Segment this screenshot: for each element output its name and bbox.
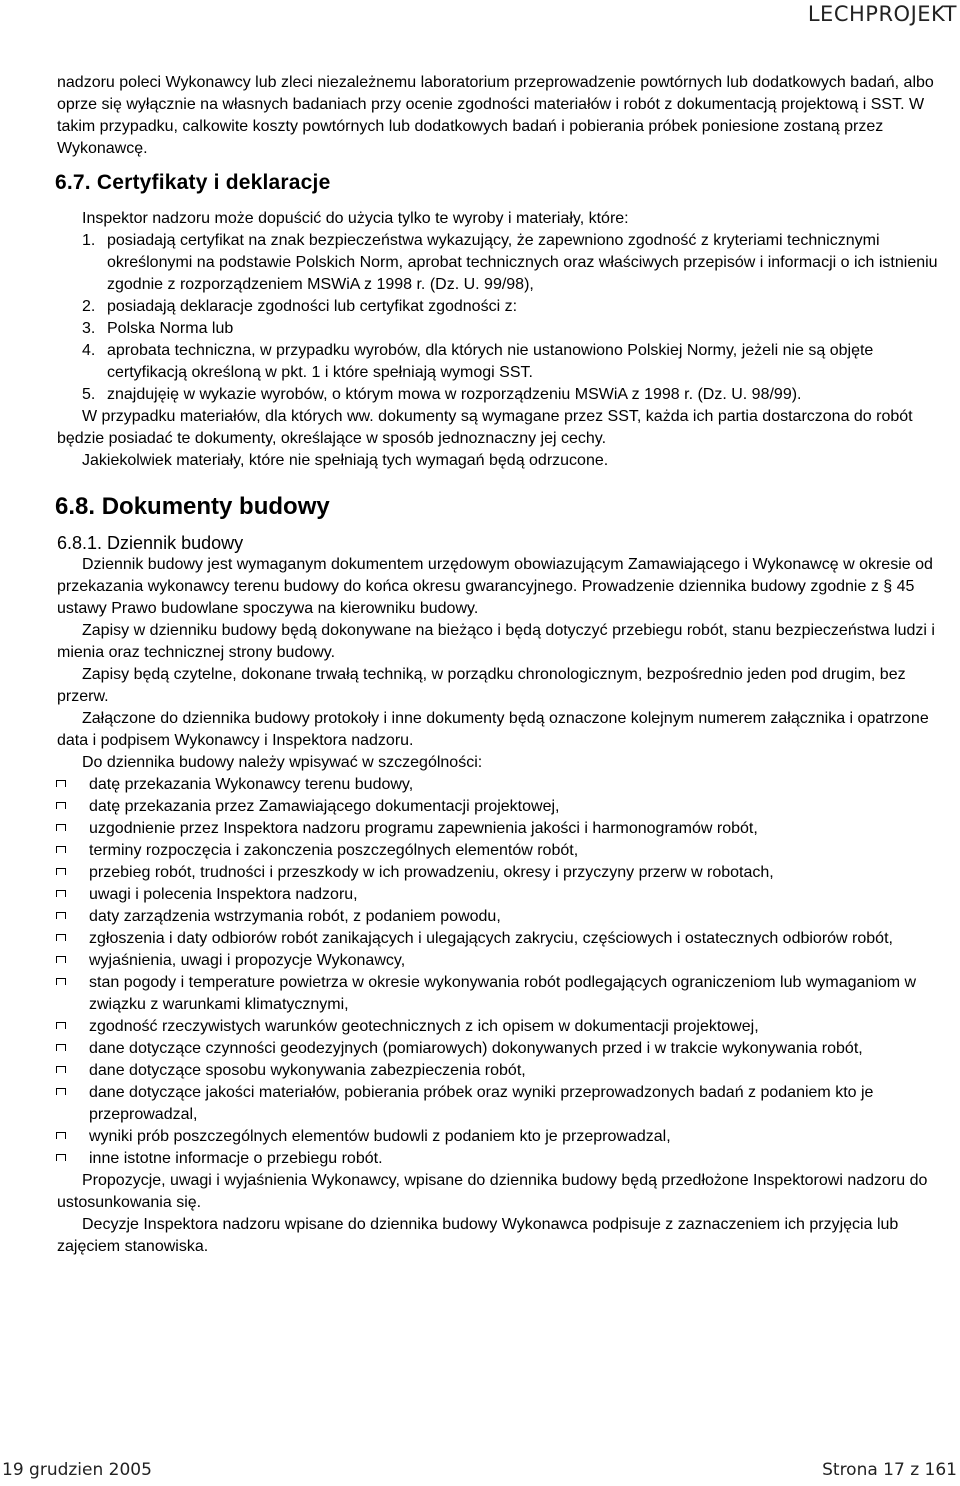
section-6-7-title: 6.7. Certyfikaty i deklaracje [55, 171, 331, 194]
list-item: 1. posiadają certyfikat na znak bezpieczeństwa wykazujący, że zapewniono zgodność z kryteriami technicznymi określonymi na podstawie Polskich Norm, aprobat technicznych oraz właściwych przepisów i informacji o ich istnieniu zgodnie z rozporządzeniem MSWiA z 1998 r. (Dz. U. 99/98), [82, 232, 938, 293]
bullet-icon [56, 824, 66, 831]
list-item: uzgodnienie przez Inspektora nadzoru programu zapewnienia jakości i harmonogramów robót, [56, 818, 952, 840]
document-body [57, 72, 952, 1258]
top-paragraph: nadzoru poleci Wykonawcy lub zleci niezależnemu laboratorium przeprowadzenie powtórnych lub dodatkowych badań, albo oprze się wyłącznie na własnych badaniach przy ocenie zgodności materiałów i robót z dokumentacją projektową i SST. W takim przypadku, calkowite koszty powtórnych lub dodatkowych badań i pobierania próbek poniesione zostaną przez Wykonawcę. [57, 74, 934, 157]
list-item: datę przekazania Wykonawcy terenu budowy, [56, 774, 952, 796]
bullet-icon [56, 1154, 66, 1161]
section-6-8-title: 6.8. Dokumenty budowy [55, 493, 330, 520]
bullet-icon [56, 846, 66, 853]
bullet-icon [56, 1066, 66, 1073]
paragraph: Decyzje Inspektora nadzoru wpisane do dziennika budowy Wykonawca podpisuje z zaznaczeniem ich przyjęcia lub zajęciem stanowiska. [57, 1216, 899, 1255]
list-item: zgodność rzeczywistych warunków geotechnicznych z ich opisem w dokumentacji projektowej, [56, 1016, 952, 1038]
bullet-icon [56, 956, 66, 963]
list-item: stan pogody i temperature powietrza w okresie wykonywania robót podlegających ograniczeniom lub wymaganiom w związku z warunkami klimatycznymi, [56, 972, 952, 1016]
footer-date: 19 grudzien 2005 [2, 1460, 152, 1480]
footer-page-number: Strona 17 z 161 [822, 1460, 957, 1480]
list-item: dane dotyczące jakości materiałów, pobierania próbek oraz wyniki przeprowadzonych badań z podaniem kto je przeprowadzal, [56, 1082, 952, 1126]
header-brand: LECHPROJEKT [807, 2, 957, 26]
paragraph: Zapisy w dzienniku budowy będą dokonywane na bieżąco i będą dotyczyć przebiegu robót, stanu bezpieczeństwa ludzi i mienia oraz technicznej strony budowy. [57, 622, 935, 661]
paragraph: Propozycje, uwagi i wyjaśnienia Wykonawcy, wpisane do dziennika budowy będą przedłożone Inspektorowi nadzoru do ustosunkowania się. [57, 1172, 928, 1211]
list-item: inne istotne informacje o przebiegu robót. [56, 1148, 952, 1170]
section-6-7-after-2: Jakiekolwiek materiały, które nie spełniają tych wymagań będą odrzucone. [82, 452, 609, 469]
diary-entries-list [57, 774, 952, 1170]
list-item: uwagi i polecenia Inspektora nadzoru, [56, 884, 952, 906]
list-item: 2. posiadają deklaracje zgodności lub certyfikat zgodności z: [82, 298, 518, 315]
bullet-icon [56, 1132, 66, 1139]
list-item: 5. znajdujęię w wykazie wyrobów, o którym mowa w rozporządzeniu MSWiA z 1998 r. (Dz. U. 98/99). [82, 386, 802, 403]
list-item: wyniki prób poszczególnych elementów budowli z podaniem kto je przeprowadzal, [56, 1126, 952, 1148]
bullet-icon [56, 978, 66, 985]
list-item: datę przekazania przez Zamawiającego dokumentacji projektowej, [56, 796, 952, 818]
bullet-icon [56, 1022, 66, 1029]
certificate-conditions-list [82, 230, 952, 406]
paragraph: Zapisy będą czytelne, dokonane trwałą techniką, w porządku chronologicznym, bezpośrednio jeden pod drugim, bez przerw. [57, 666, 906, 705]
list-item: terminy rozpoczęcia i zakonczenia poszczególnych elementów robót, [56, 840, 952, 862]
section-6-7-body [57, 208, 952, 406]
bullet-icon [56, 912, 66, 919]
list-item: wyjaśnienia, uwagi i propozycje Wykonawcy, [56, 950, 952, 972]
section-6-8-1-title: 6.8.1. Dziennik budowy [57, 533, 244, 553]
section-6-7-after-1: W przypadku materiałów, dla których ww. dokumenty są wymagane przez SST, każda ich partia dostarczona do robót będzie posiadać te dokumenty, określające w sposób jednoznaczny jej cechy. [57, 408, 913, 447]
page-footer [2, 1460, 957, 1480]
bullet-icon [56, 1044, 66, 1051]
list-item: 4. aprobata techniczna, w przypadku wyrobów, dla których nie ustanowiono Polskiej Normy, jeżeli nie są objęte certyfikacją określoną w pkt. 1 i które spełniają wymogi SST. [82, 342, 874, 381]
list-item: przebieg robót, trudności i przeszkody w ich prowadzeniu, okresy i przyczyny przerw w robotach, [56, 862, 952, 884]
list-item: daty zarządzenia wstrzymania robót, z podaniem powodu, [56, 906, 952, 928]
list-item: dane dotyczące sposobu wykonywania zabezpieczenia robót, [56, 1060, 952, 1082]
bullet-icon [56, 934, 66, 941]
bullet-icon [56, 780, 66, 787]
paragraph: Załączone do dziennika budowy protokoły i inne dokumenty będą oznaczone kolejnym numerem załącznika i opatrzone data i podpisem Wykonawcy i Inspektora nadzoru. [57, 710, 929, 749]
bullet-icon [56, 802, 66, 809]
list-item: dane dotyczące czynności geodezyjnych (pomiarowych) dokonywanych przed i w trakcie wykonywania robót, [56, 1038, 952, 1060]
bullet-icon [56, 890, 66, 897]
list-item: 3. Polska Norma lub [82, 320, 234, 337]
paragraph: Dziennik budowy jest wymaganym dokumentem urzędowym obowiazującym Zamawiającego i Wykonawcę w okresie od przekazania wykonawcy terenu budowy do końca okresu gwarancyjnego. Prowadzenie dziennika budowy zgodnie z § 45 ustawy Prawo budowlane spoczywa na kierowniku budowy. [57, 556, 933, 617]
bullet-icon [56, 868, 66, 875]
section-6-7-intro: Inspektor nadzoru może dopuścić do użycia tylko te wyroby i materiały, które: [82, 210, 629, 227]
list-item: zgłoszenia i daty odbiorów robót zanikających i ulegających zakryciu, częściowych i ostatecznych odbiorów robót, [56, 928, 952, 950]
bullet-icon [56, 1088, 66, 1095]
paragraph: Do dziennika budowy należy wpisywać w szczególności: [82, 754, 483, 771]
